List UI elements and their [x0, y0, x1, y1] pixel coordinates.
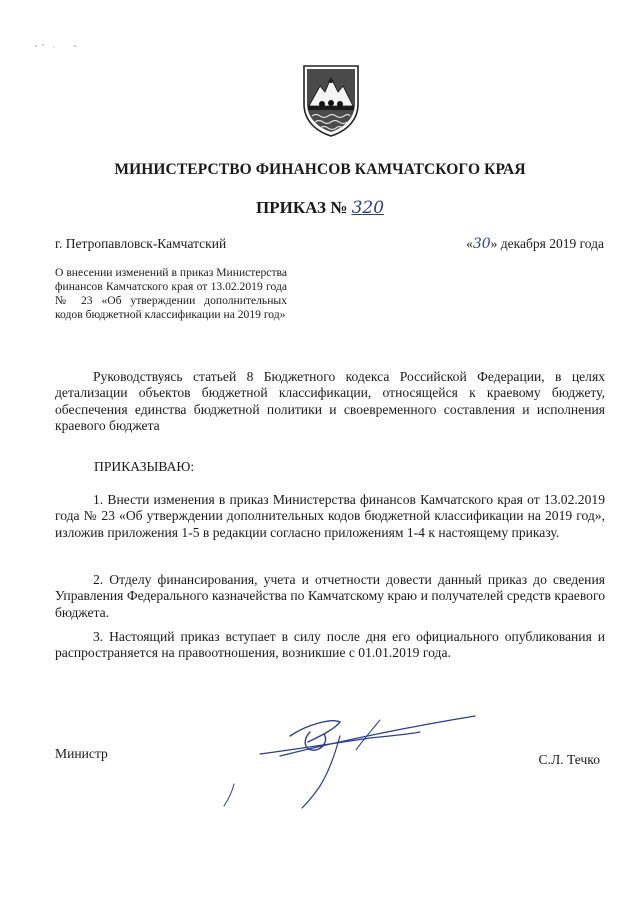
order-date [466, 236, 604, 252]
date-quote-open: « [466, 236, 473, 251]
kamchatka-coat-of-arms-icon [300, 62, 362, 138]
order-label: ПРИКАЗ № [255, 198, 348, 217]
order-item-3: 3. Настоящий приказ вступает в силу после дня его официального опубликования и распространяется на правоотношения, возникшие с 01.01.2019 года. [55, 629, 605, 661]
scan-noise [33, 41, 93, 51]
order-subject: О внесении изменений в приказ Министерства финансов Камчатского края от 13.02.2019 года № 23 «Об утверждении дополнительных кодов бюджетной классификации на 2019 год» [55, 266, 287, 321]
handwritten-signature-icon [220, 700, 480, 820]
city: г. Петропавловск-Камчатский [55, 236, 227, 251]
ministry-title: МИНИСТЕРСТВО ФИНАНСОВ КАМЧАТСКОГО КРАЯ [114, 161, 526, 178]
signer-name: С.Л. Течко [538, 752, 600, 767]
order-item-2: 2. Отделу финансирования, учета и отчетности довести данный приказ до сведения Управления Федерального казначейства по Камчатскому краю и получателей средств краевого бюджета. [55, 572, 605, 620]
date-month-year: декабря 2019 года [497, 236, 604, 251]
preamble: Руководствуясь статьей 8 Бюджетного кодекса Российской Федерации, в целях детализации объектов бюджетной классификации, относящейся к краевому бюджету, обеспечения единства бюджетной политики и своевременного составления и исполнения краевого бюджета [55, 369, 605, 434]
date-quote-close: » [490, 236, 498, 251]
signature-position: Министр [55, 746, 108, 761]
order-heading [0, 198, 640, 218]
date-day: 30 [472, 236, 491, 252]
order-word: ПРИКАЗЫВАЮ: [94, 459, 195, 474]
order-item-1: 1. Внести изменения в приказ Министерства финансов Камчатского края от 13.02.2019 года № 23 «Об утверждении дополнительных кодов бюджетной классификации на 2019 год», изложив приложения 1-5 в редакции согласно приложениям 1-4 к настоящему приказу. [55, 492, 605, 540]
order-number: 320 [351, 198, 385, 218]
